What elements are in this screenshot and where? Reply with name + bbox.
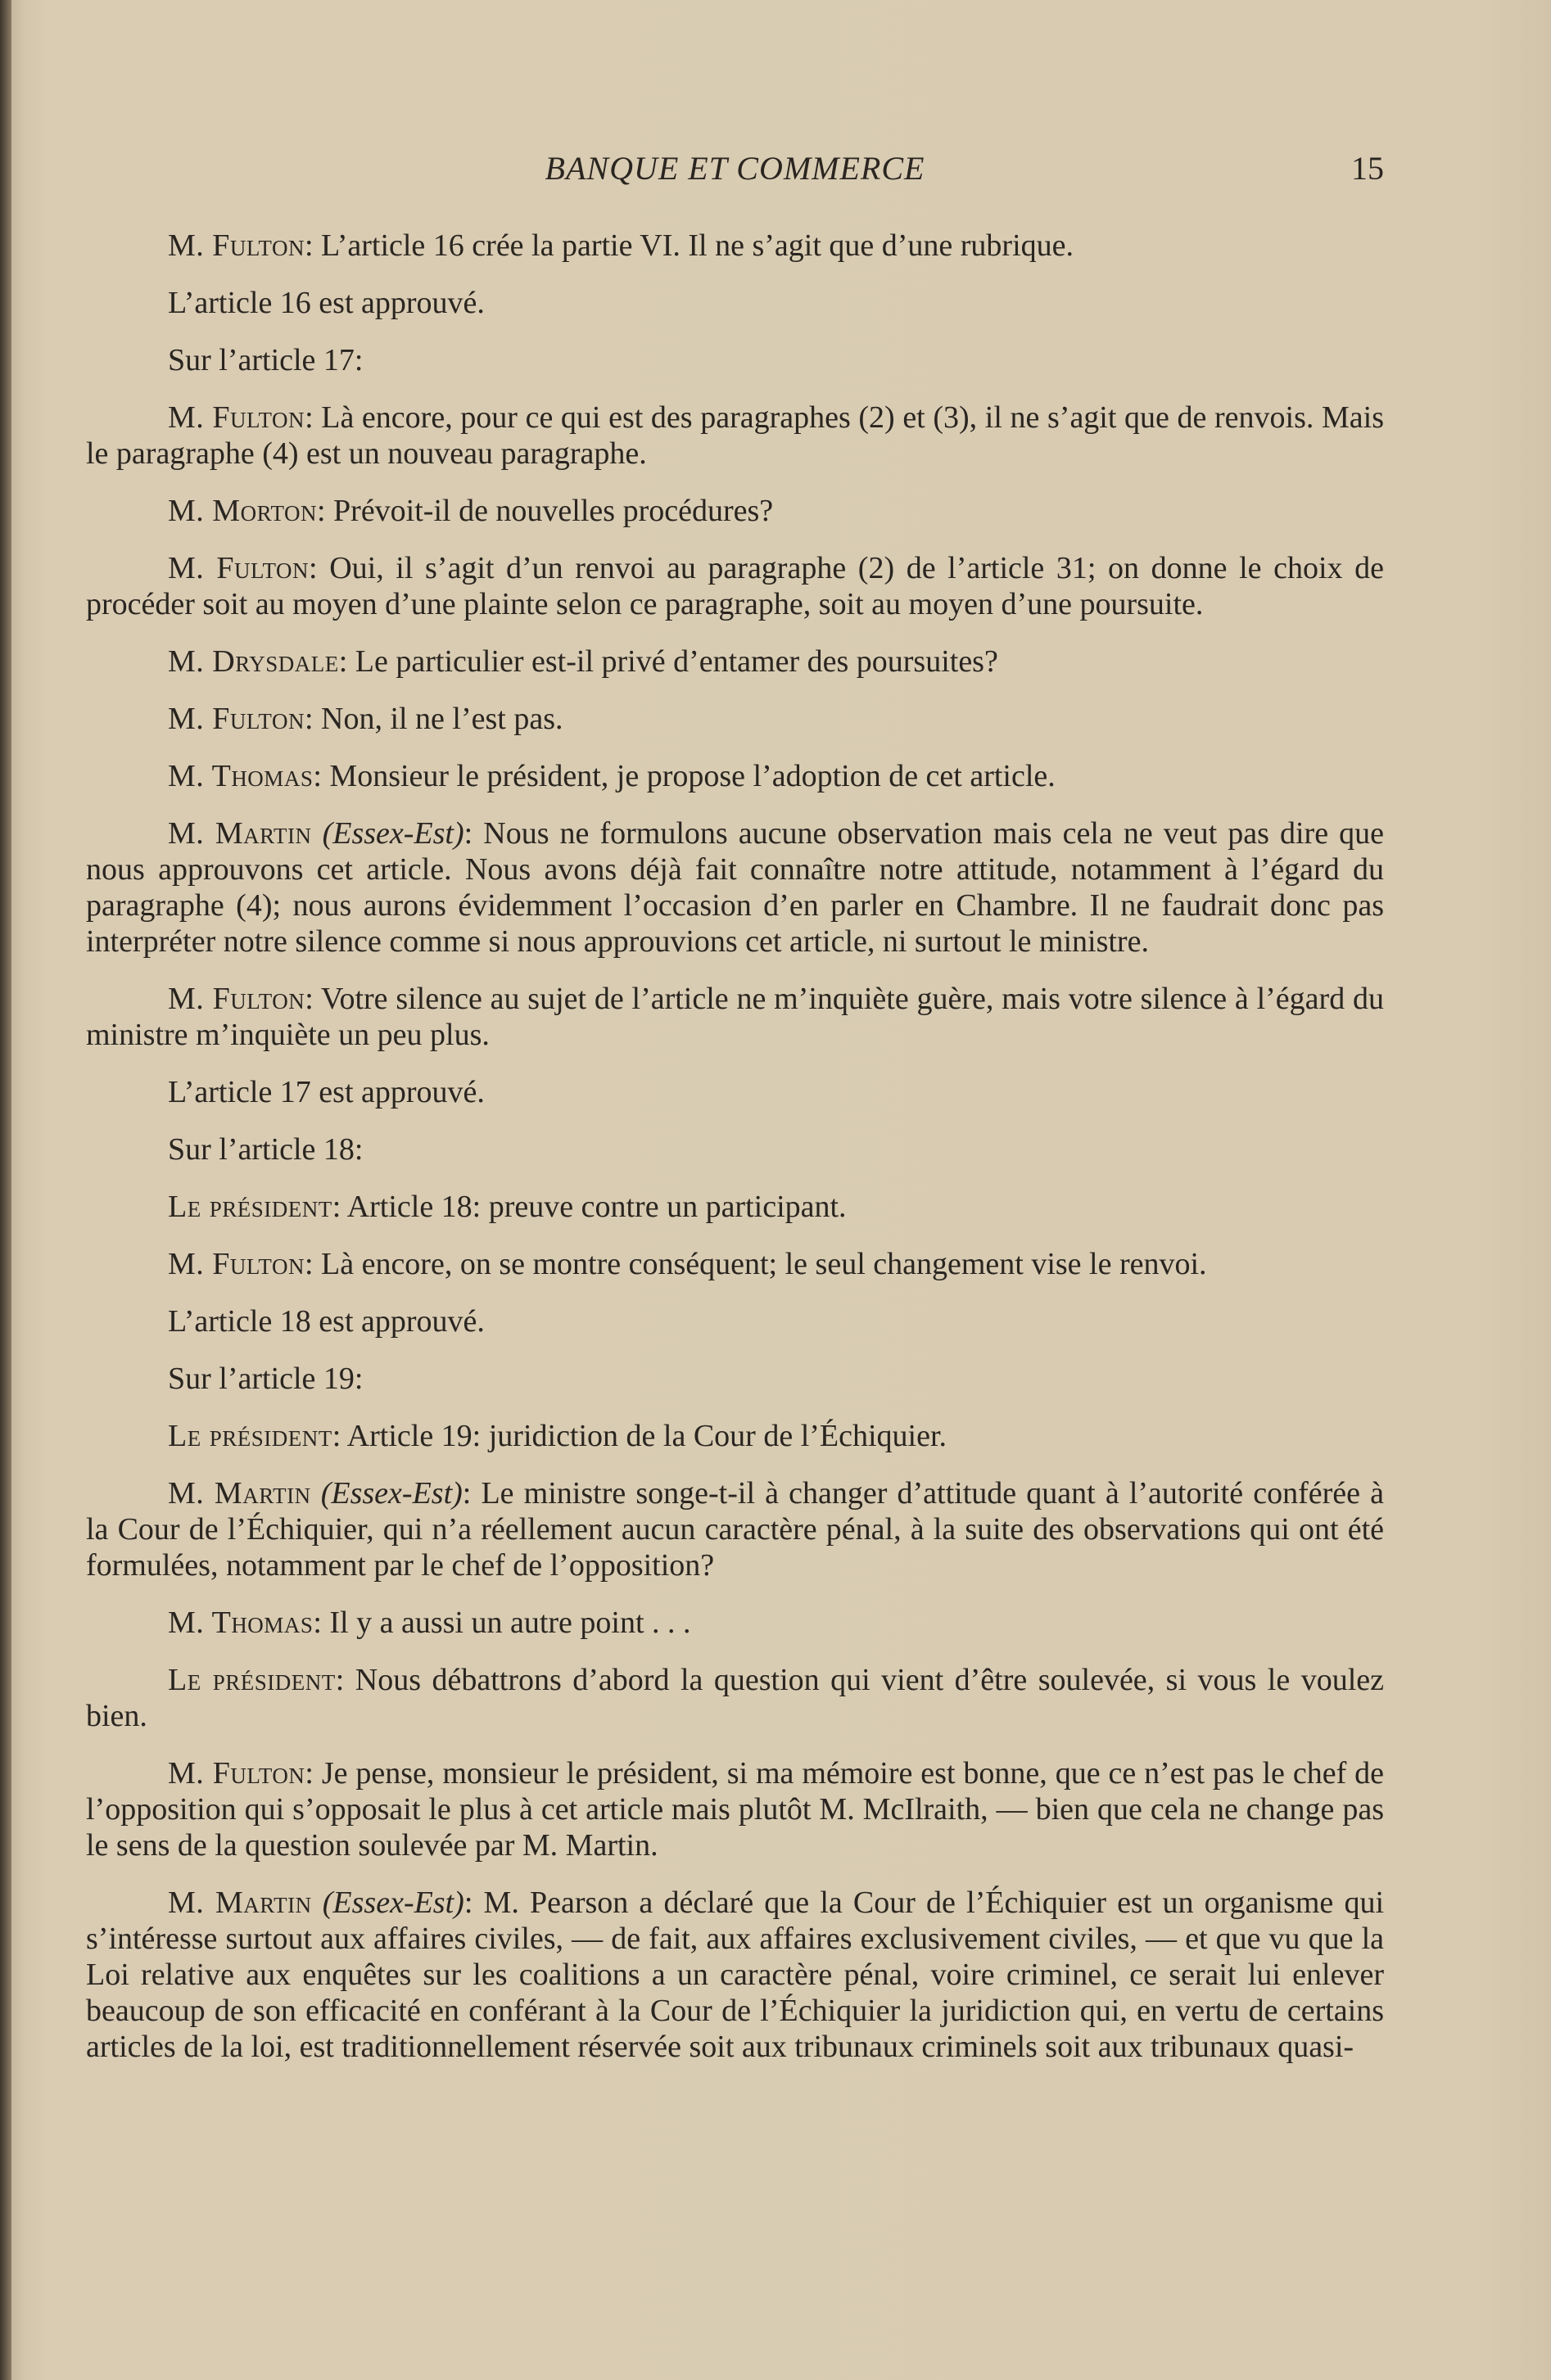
paragraph bbox=[86, 1885, 1384, 2065]
paragraph bbox=[86, 1074, 1384, 1110]
paragraph-text: : Je pense, monsieur le président, si ma mémoire est bonne, que ce n’est pas le chef de l’opposition qui s’opposait le plus à cet article mais plutôt M. McIlraith, — bien que cela ne change pas le sens de la question soulevée par M. Martin. bbox=[86, 1756, 1385, 1863]
speaker-name: M. Fulton bbox=[168, 982, 305, 1016]
paragraph-text: : Le particulier est-il privé d’entamer des poursuites? bbox=[338, 644, 998, 679]
paragraph bbox=[86, 1605, 1384, 1641]
paragraph bbox=[86, 1303, 1384, 1339]
paragraph bbox=[86, 981, 1384, 1053]
page-header bbox=[86, 149, 1384, 198]
paragraph bbox=[86, 758, 1384, 794]
speaker-name: M. Fulton bbox=[168, 702, 305, 736]
paragraph-text: : Nous débattrons d’abord la question qui vient d’être soulevée, si vous le voulez bien. bbox=[86, 1663, 1384, 1733]
paragraph-text: L’article 16 est approuvé. bbox=[168, 286, 485, 320]
paragraph-text: : Prévoit-il de nouvelles procédures? bbox=[316, 494, 774, 528]
paragraph-text: : Votre silence au sujet de l’article ne m’inquiète guère, mais votre silence à l’égard du ministre m’inquiète un peu plus. bbox=[86, 982, 1384, 1052]
paragraph-text: : M. Pearson a déclaré que la Cour de l’Échiquier est un organisme qui s’intéresse surtout aux affaires civiles, — de fait, aux affaires exclusivement civiles, — et que vu que la Loi relative aux enquêtes sur les coalitions a un caractère pénal, voire criminel, ce serait lui enlever beaucoup de son efficacité en conférant à la Cour de l’Échiquier la juridiction qui, en vertu de certains articles de la loi, est traditionnellement réservée soit aux tribunaux criminels soit aux tribunaux quasi- bbox=[86, 1885, 1384, 2064]
page-binding-edge bbox=[0, 0, 11, 2380]
paragraph bbox=[86, 701, 1384, 737]
speaker-name: M. Martin bbox=[168, 816, 312, 851]
paragraph-text: Sur l’article 19: bbox=[168, 1362, 364, 1396]
paragraph-text: : Non, il ne l’est pas. bbox=[304, 702, 563, 736]
speaker-name: M. Thomas bbox=[168, 1605, 314, 1640]
speaker-riding: (Essex-Est) bbox=[322, 816, 464, 851]
paragraph-text: L’article 18 est approuvé. bbox=[168, 1304, 485, 1339]
paragraph bbox=[86, 815, 1384, 960]
paragraph-text: : Il y a aussi un autre point . . . bbox=[313, 1605, 691, 1640]
paragraph bbox=[86, 228, 1384, 264]
paragraph-text: : Monsieur le président, je propose l’adoption de cet article. bbox=[313, 759, 1056, 793]
speaker-riding: (Essex-Est) bbox=[320, 1476, 463, 1511]
paragraph bbox=[86, 644, 1384, 680]
speaker-name: M. Morton bbox=[168, 494, 317, 528]
running-title: BANQUE ET COMMERCE bbox=[545, 150, 925, 187]
speaker-riding: (Essex-Est) bbox=[322, 1885, 464, 1920]
speaker-name: M. Martin bbox=[168, 1476, 311, 1511]
paragraph bbox=[86, 1662, 1384, 1734]
paragraph-text: : Là encore, pour ce qui est des paragraphes (2) et (3), il ne s’agit que de renvois. Mais le paragraphe (4) est un nouveau paragraphe. bbox=[86, 400, 1384, 471]
paragraph-text: L’article 17 est approuvé. bbox=[168, 1075, 485, 1109]
paragraph bbox=[86, 400, 1384, 472]
paragraph-text: Sur l’article 17: bbox=[168, 343, 364, 377]
paragraph bbox=[86, 1755, 1384, 1863]
speaker-name: M. Fulton bbox=[168, 1756, 305, 1791]
speaker-name: Le président bbox=[168, 1419, 332, 1453]
paragraph bbox=[86, 550, 1384, 622]
speaker-name: M. Fulton bbox=[168, 228, 305, 263]
paragraph-text: : Le ministre songe-t-il à changer d’attitude quant à l’autorité conférée à la Cour de l’Échiquier, qui n’a réellement aucun caractère pénal, à la suite des observations qui ont été formulées, notamment par le chef de l’opposition? bbox=[86, 1476, 1385, 1583]
speaker-name: M. Thomas bbox=[168, 759, 314, 793]
paragraph-text: : Oui, il s’agit d’un renvoi au paragraphe (2) de l’article 31; on donne le choix de procéder soit au moyen d’une plainte selon ce paragraphe, soit au moyen d’une poursuite. bbox=[86, 551, 1385, 621]
paragraph bbox=[86, 1418, 1384, 1454]
speaker-name: M. Fulton bbox=[168, 400, 305, 435]
page-number: 15 bbox=[1351, 150, 1384, 187]
paragraph-text: : L’article 16 crée la partie VI. Il ne s’agit que d’une rubrique. bbox=[304, 228, 1074, 263]
paragraph bbox=[86, 493, 1384, 529]
document-body bbox=[86, 228, 1384, 2086]
paragraph-text: : Là encore, on se montre conséquent; le seul changement vise le renvoi. bbox=[304, 1247, 1207, 1281]
paragraph bbox=[86, 285, 1384, 321]
speaker-name: Le président bbox=[168, 1190, 332, 1224]
paragraph bbox=[86, 1361, 1384, 1397]
speaker-name: Le président bbox=[168, 1663, 336, 1697]
paragraph bbox=[86, 1475, 1384, 1583]
paragraph-text: : Article 18: preuve contre un participant. bbox=[332, 1190, 847, 1224]
paragraph-text: : Nous ne formulons aucune observation mais cela ne veut pas dire que nous approuvons cet article. Nous avons déjà fait connaître notre attitude, notamment à l’égard du paragraphe (4); nous aurons évidemment l’occasion d’en parler en Chambre. Il ne faudrait donc pas interpréter notre silence comme si nous approuvions cet article, ni surtout le ministre. bbox=[86, 816, 1385, 959]
speaker-name: M. Fulton bbox=[168, 1247, 305, 1281]
paragraph bbox=[86, 342, 1384, 378]
paragraph bbox=[86, 1246, 1384, 1282]
paragraph-text: Sur l’article 18: bbox=[168, 1132, 364, 1167]
speaker-name: M. Fulton bbox=[168, 551, 310, 585]
paragraph bbox=[86, 1131, 1384, 1167]
paragraph-text: : Article 19: juridiction de la Cour de l’Échiquier. bbox=[332, 1419, 947, 1453]
speaker-name: M. Drysdale bbox=[168, 644, 339, 679]
paragraph bbox=[86, 1189, 1384, 1225]
speaker-name: M. Martin bbox=[168, 1885, 312, 1920]
